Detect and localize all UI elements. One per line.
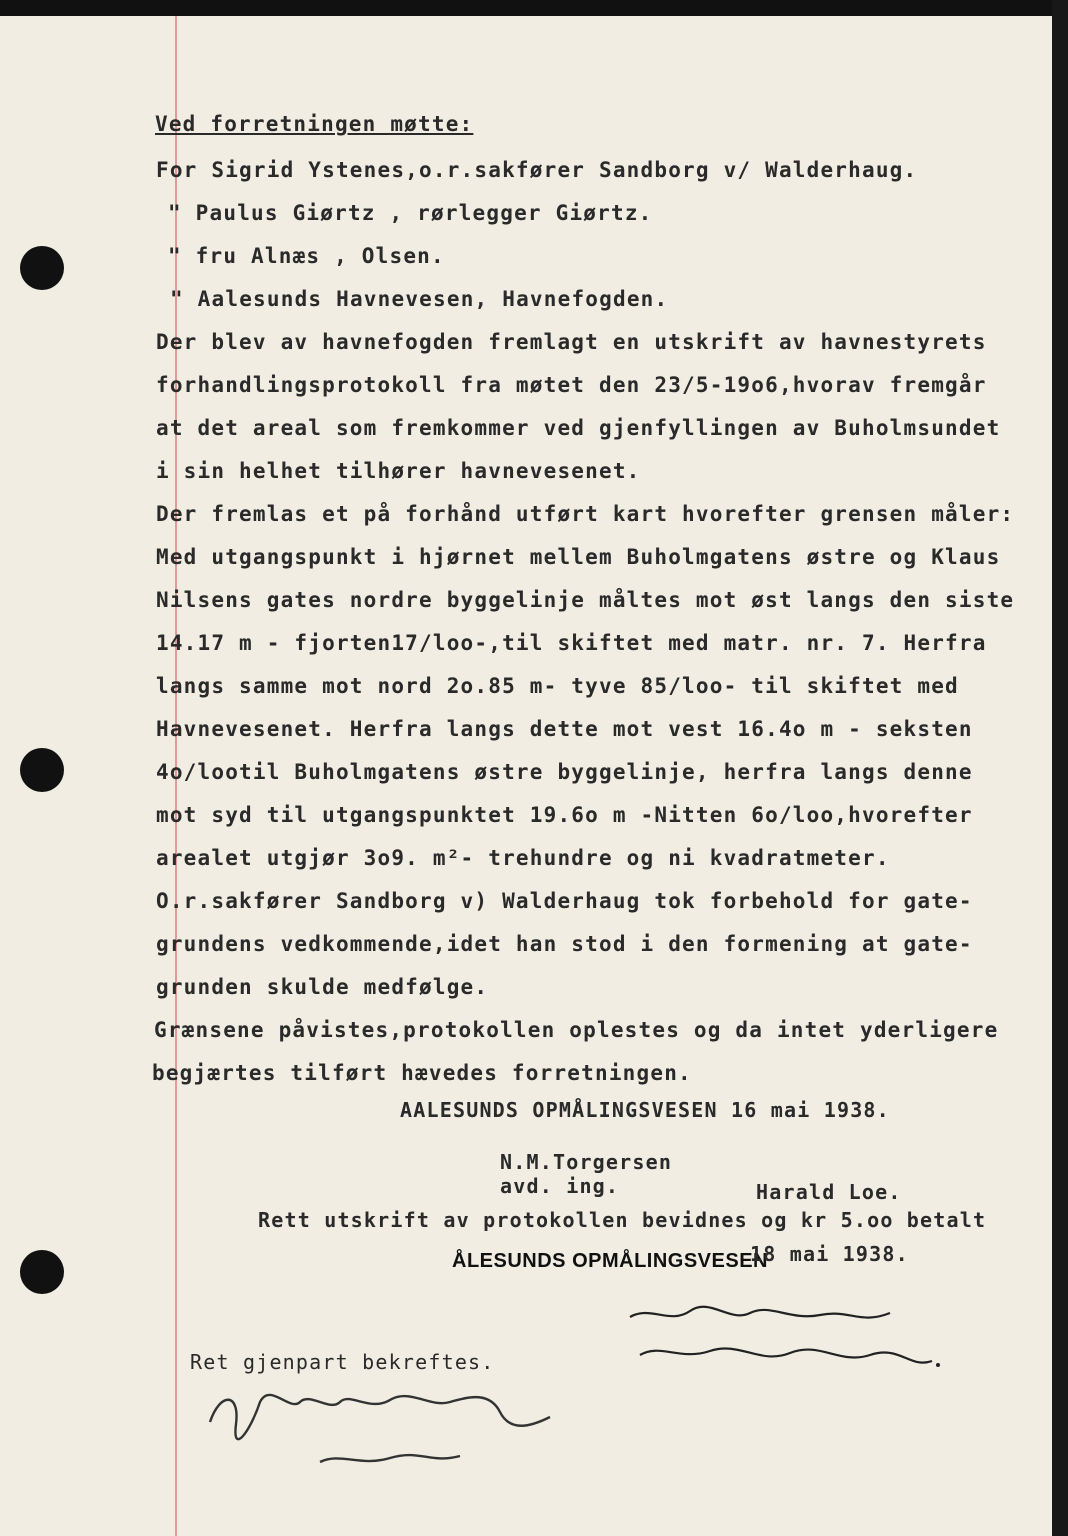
punch-hole-top (20, 246, 64, 290)
body-line: " Paulus Giørtz , rørlegger Giørtz. (168, 201, 653, 225)
body-line: 4o/lootil Buholmgatens østre byggelinje, herfra langs denne (156, 760, 973, 784)
scan-border-top (0, 0, 1068, 16)
body-line: langs samme mot nord 2o.85 m- tyve 85/loo- til skiftet med (156, 674, 959, 698)
body-line: i sin helhet tilhører havnevesenet. (156, 459, 641, 483)
body-line: 14.17 m - fjorten17/loo-,til skiftet med matr. nr. 7. Herfra (156, 631, 987, 655)
signer1-name: N.M.Torgersen (500, 1150, 673, 1174)
body-line: grundens vedkommende,idet han stod i den formening at gate- (156, 932, 973, 956)
body-line: forhandlingsprotokoll fra møtet den 23/5-19o6,hvorav fremgår (156, 373, 987, 397)
place-date: AALESUNDS OPMÅLINGSVESEN 16 mai 1938. (400, 1098, 890, 1122)
body-line: grunden skulde medfølge. (156, 975, 489, 999)
body-line: begjærtes tilført hævedes forretningen. (152, 1061, 692, 1085)
punch-hole-bottom (20, 1250, 64, 1294)
body-line: Nilsens gates nordre byggelinje måltes mot øst langs den siste (156, 588, 1015, 612)
signer1-title: avd. ing. (500, 1174, 620, 1198)
certification: Rett utskrift av protokollen bevidnes og kr 5.oo betalt (258, 1208, 987, 1232)
body-line: O.r.sakfører Sandborg v) Walderhaug tok forbehold for gate- (156, 889, 973, 913)
office-stamp: ÅLESUNDS OPMÅLINGSVESEN (452, 1250, 768, 1272)
body-line: arealet utgjør 3o9. m²- trehundre og ni kvadratmeter. (156, 846, 890, 870)
body-line: Der fremlas et på forhånd utført kart hvorefter grensen måler: (156, 502, 1015, 526)
body-line: " Aalesunds Havnevesen, Havnefogden. (170, 287, 669, 311)
body-line: Der blev av havnefogden fremlagt en utskrift av havnestyrets (156, 330, 987, 354)
stamp-date: 18 mai 1938. (750, 1242, 909, 1266)
punch-hole-middle (20, 748, 64, 792)
body-line: mot syd til utgangspunktet 19.6o m -Nitten 6o/loo,hvorefter (156, 803, 973, 827)
signature-bottom (200, 1372, 560, 1482)
copy-note: Ret gjenpart bekreftes. (190, 1350, 495, 1374)
body-line: " fru Alnæs , Olsen. (168, 244, 445, 268)
body-line: Havnevesenet. Herfra langs dette mot vest 16.4o m - seksten (156, 717, 973, 741)
scan-border-right (1052, 0, 1068, 1536)
body-line: at det areal som fremkommer ved gjenfyllingen av Buholmsundet (156, 416, 1001, 440)
signer2-name: Harald Loe. (756, 1180, 902, 1204)
body-line: For Sigrid Ystenes,o.r.sakfører Sandborg v/ Walderhaug. (156, 158, 918, 182)
heading: Ved forretningen møtte: (155, 112, 474, 136)
signature-torgersen (620, 1295, 950, 1385)
body-line: Med utgangspunkt i hjørnet mellem Buholmgatens østre og Klaus (156, 545, 1001, 569)
body-line: Grænsene påvistes,protokollen oplestes og da intet yderligere (154, 1018, 999, 1042)
